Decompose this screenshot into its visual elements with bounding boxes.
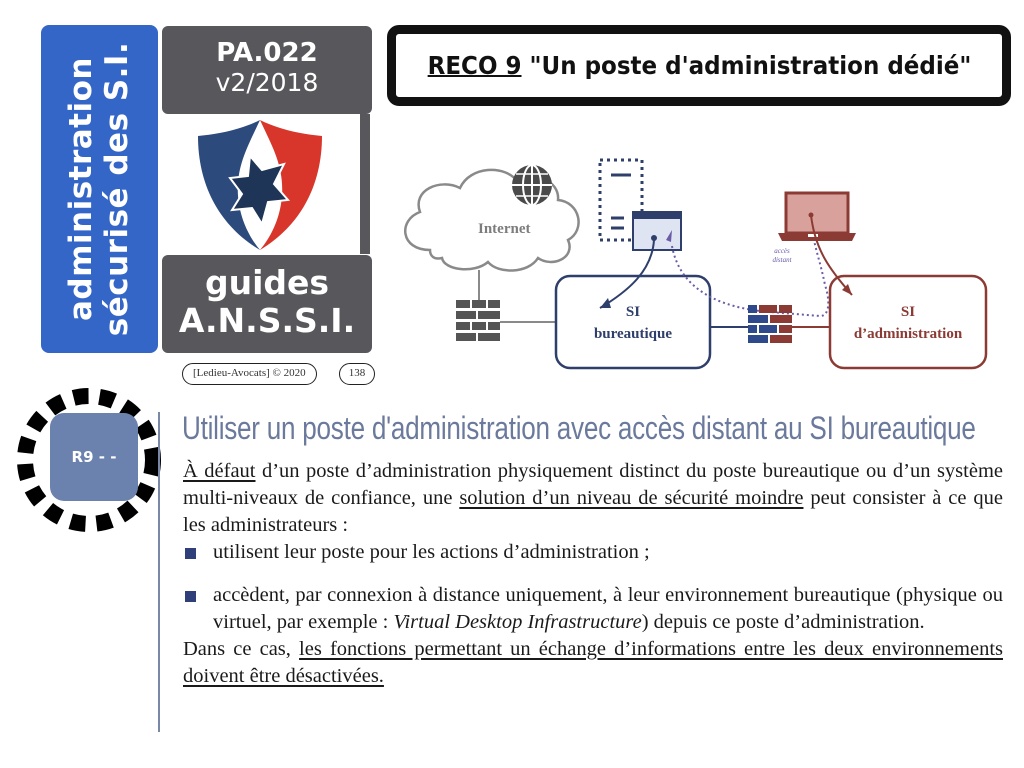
anssi-shield-logo — [190, 116, 330, 254]
network-diagram — [390, 140, 1010, 380]
firewall-bicolor-icon — [748, 305, 792, 343]
shield-icon — [190, 116, 330, 254]
vertical-divider — [158, 412, 160, 732]
underlined-a-defaut: À défaut — [183, 460, 256, 482]
intro-text-2: peut consister à ce que les administrateurs : — [183, 487, 1003, 536]
topic-vertical-title — [64, 42, 136, 336]
svg-text:accès: accès — [774, 247, 790, 255]
svg-text:distant: distant — [772, 256, 792, 264]
cloud-icon — [405, 170, 578, 271]
intro-text-1: d’un poste d’administration physiquement distinct du poste bureautique ou d’un système multi-niveaux de confiance, une — [183, 460, 1003, 509]
page-number-pill: 138 — [339, 363, 375, 385]
bullet-square-icon — [185, 591, 196, 602]
guide-code: PA.022 — [216, 38, 318, 68]
copyright-pill: [Ledieu-Avocats] © 2020 — [182, 363, 317, 385]
section-heading: Utiliser un poste d'administration avec accès distant au SI bureautique — [182, 410, 976, 446]
underlined-lower-security: solution d’un niveau de sécurité moindre — [459, 487, 804, 509]
svg-text:Internet: Internet — [478, 221, 531, 237]
guide-version: v2/2018 — [215, 68, 319, 97]
guides-label: guides — [204, 263, 330, 302]
conclusion-text: Dans ce cas, — [183, 638, 300, 660]
recommendation-badge: R9 - - — [50, 413, 138, 501]
svg-text:SI: SI — [625, 304, 641, 320]
si-bureautique-node — [556, 276, 710, 368]
underlined-conclusion: les fonctions permettant un échange d’informations entre les deux environnements doivent être désactivées. — [183, 638, 1003, 687]
bullet-2-italic: Virtual Desktop Infrastructure — [393, 611, 642, 633]
recommendation-title — [427, 51, 971, 80]
panel-connector — [360, 114, 370, 254]
bullet-2-text-1: accèdent, par connexion à distance uniquement, à leur environnement bureautique (physique ou virtuel, par exemple : — [213, 584, 1003, 633]
bullet-item-1 — [183, 539, 1003, 566]
bullet-2-text-2: ) depuis ce poste d’administration. — [641, 611, 925, 633]
anssi-label: A.N.S.S.I. — [178, 301, 356, 340]
bullet-1-text: utilisent leur poste pour les actions d’administration ; — [213, 541, 650, 563]
topic-vertical-banner — [41, 25, 158, 353]
recommendation-title-box — [387, 25, 1011, 106]
svg-text:SI: SI — [900, 304, 916, 320]
topic-title-line2: sécurisé des S.I. — [99, 41, 136, 337]
topic-title-line1: administration — [63, 56, 100, 322]
bullet-square-icon — [185, 548, 196, 559]
conclusion-paragraph — [183, 636, 1003, 690]
guides-anssi-box — [162, 255, 372, 353]
intro-paragraph — [183, 458, 1003, 539]
browser-window-icon — [633, 212, 681, 250]
svg-text:d’administration: d’administration — [853, 326, 963, 342]
reco-title-text: "Un poste d'administration dédié" — [529, 51, 971, 80]
bullet-item-2 — [183, 582, 1003, 636]
globe-icon — [512, 165, 552, 205]
guide-code-box — [162, 26, 372, 114]
si-administration-node — [830, 276, 986, 368]
svg-text:bureautique: bureautique — [593, 326, 673, 342]
reco-number: RECO 9 — [427, 51, 522, 80]
firewall-icon — [456, 300, 500, 341]
laptop-icon — [778, 193, 856, 241]
recommendation-body — [183, 458, 1003, 690]
